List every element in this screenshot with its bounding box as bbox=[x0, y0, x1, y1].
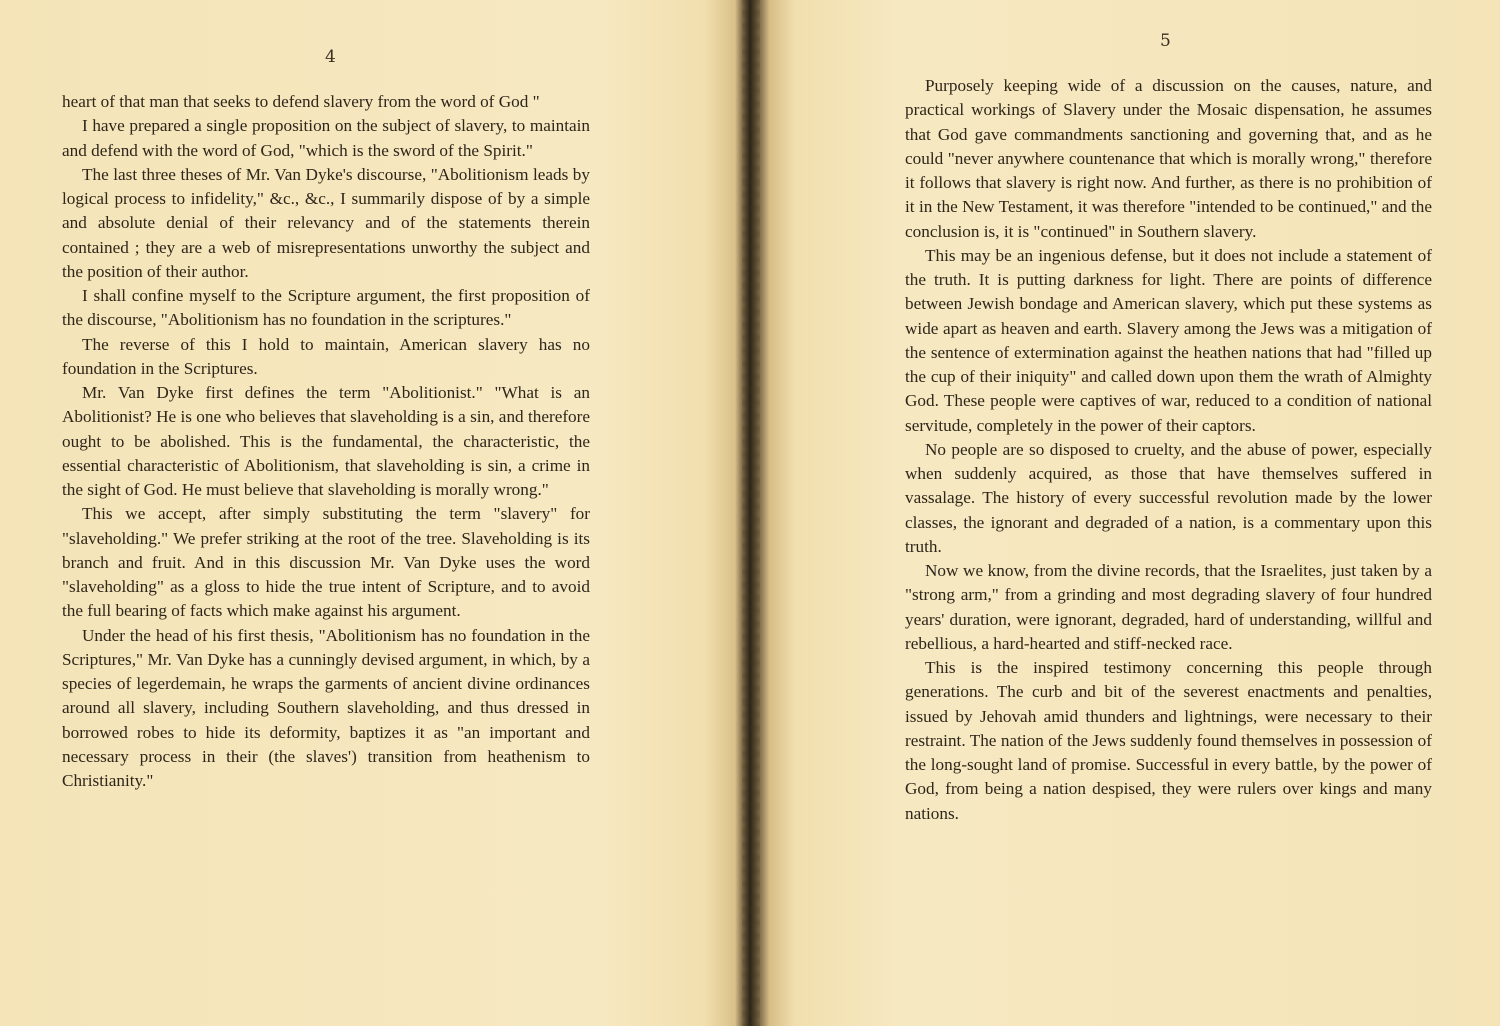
paragraph: I have prepared a single proposition on the subject of slavery, to maintain and defend with the word of God, "which is the sword of the Spirit." bbox=[62, 116, 590, 160]
page-body bbox=[62, 90, 590, 793]
paragraph: heart of that man that seeks to defend slavery from the word of God " bbox=[62, 92, 540, 111]
paragraph: The reverse of this I hold to maintain, American slavery has no foundation in the Scriptures. bbox=[62, 334, 590, 378]
paragraph: I shall confine myself to the Scripture argument, the first proposition of the discourse, "Abolitionism has no foundation in the scriptures." bbox=[62, 286, 590, 330]
paragraph: The last three theses of Mr. Van Dyke's discourse, "Abolitionism leads by logical process to infidelity," &c., &c., I summarily dispose of by a simple and absolute denial of their relevancy and of the statements therein contained ; they are a web of misrepresentations unworthy the subject and the position of their author. bbox=[62, 164, 590, 281]
paragraph: Under the head of his first thesis, "Abolitionism has no foundation in the Scriptures," Mr. Van Dyke has a cunningly devised argument, in which, by a species of legerdemain, he wraps the garments of ancient divine ordinances around all slavery, including Southern slaveholding, and thus dressed in borrowed robes to hide its deformity, baptizes it as "an important and necessary process in their (the slaves') transition from heathenism to Christianity." bbox=[62, 625, 590, 790]
paragraph: Now we know, from the divine records, that the Israelites, just taken by a "strong arm," from a grinding and most degrading slavery of four hundred years' duration, were ignorant, degraded, hard of understanding, willful and rebellious, a hard-hearted and stiff-necked race. bbox=[905, 561, 1432, 653]
paragraph: No people are so disposed to cruelty, and the abuse of power, especially when suddenly acquired, as those that have themselves suffered in vassalage. The history of every successful revolution made by the lower classes, the ignorant and degraded of a nation, is a commentary upon this truth. bbox=[905, 439, 1432, 556]
page-number: 4 bbox=[325, 47, 336, 67]
right-page bbox=[760, 0, 1500, 1026]
paragraph: Purposely keeping wide of a discussion on the causes, nature, and practical workings of Slavery under the Mosaic dispensation, he assumes that God gave commandments sanctioning and governing that, and as he could "never anywhere countenance that which is morally wrong," therefore it follows that slavery is right now. And further, as there is no prohibition of it in the New Testament, it was therefore "intended to be continued," and the conclusion is, it is "continued" in Southern slavery. bbox=[905, 76, 1432, 241]
page-number: 5 bbox=[1160, 31, 1171, 51]
paragraph: This we accept, after simply substituting the term "slavery" for "slaveholding." We prefer striking at the root of the tree. Slaveholding is its branch and fruit. And in this discussion Mr. Van Dyke uses the word "slaveholding" as a gloss to hide the true intent of Scripture, and to avoid the full bearing of facts which make against his argument. bbox=[62, 504, 590, 621]
paragraph: Mr. Van Dyke first defines the term "Abolitionist." "What is an Abolitionist? He is one who believes that slaveholding is a sin, and therefore ought to be abolished. This is the fundamental, the characteristic, the essential characteristic of Abolitionism, that slaveholding is sin, a crime in the sight of God. He must believe that slaveholding is morally wrong." bbox=[62, 383, 590, 499]
paragraph: This may be an ingenious defense, but it does not include a statement of the truth. It is putting darkness for light. There are points of difference between Jewish bondage and American slavery, which put these systems as wide apart as heaven and earth. Slavery among the Jews was a mitigation of the sentence of extermination against the heathen nations that had "filled up the cup of their iniquity" and called down upon them the wrath of Almighty God. These people were captives of war, reduced to a condition of national servitude, completely in the power of their captors. bbox=[905, 245, 1432, 435]
left-page bbox=[0, 0, 740, 1026]
paragraph: This is the inspired testimony concerning this people through generations. The curb and bit of the severest enactments and penalties, issued by Jehovah amid thunders and lightnings, were necessary to their restraint. The nation of the Jews suddenly found themselves in possession of the long-sought land of promise. Successful in every battle, by the power of God, from being a nation despised, they were rulers over kings and many nations. bbox=[905, 658, 1432, 823]
book-spine bbox=[742, 0, 760, 1026]
page-body bbox=[905, 74, 1432, 826]
